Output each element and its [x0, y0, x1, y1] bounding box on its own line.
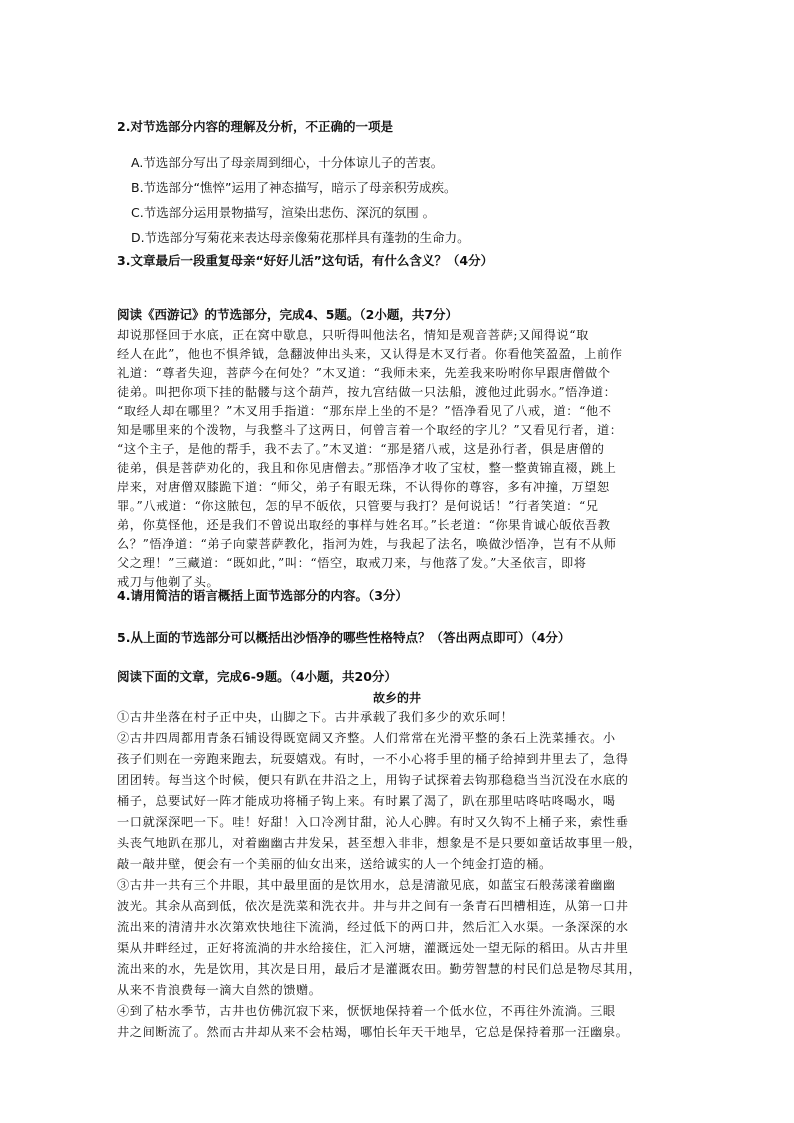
article-line: 从来不肯浪费每一滴大自然的馈赠。: [117, 983, 322, 997]
excerpt-line: 么？”悟净道：“弟子向蒙菩萨教化，指河为姓，与我起了法名，唤做沙悟净，岂有不从师: [117, 537, 617, 551]
excerpt-line: 罪。”八戒道：“你这脓包，怎的早不皈依，只管要与我打？是何说话！”行者笑道：“兄: [117, 499, 599, 513]
xiyouji-heading: 阅读《西游记》的节选部分，完成4、5题。（2小题，共7分）: [117, 307, 459, 322]
question-5: 5.从上面的节选部分可以概括出沙悟净的哪些性格特点？（答出两点即可）（4分）: [117, 630, 571, 645]
excerpt-line: 父之理！”三藏道：“既如此，”叫：“悟空，取戒刀来，与他落了发。”大圣依言，即将: [117, 556, 587, 570]
excerpt-line: “这个主子，是他的帮手，我不去了。”木叉道：“那是猪八戒，这是孙行者，俱是唐僧的: [117, 442, 605, 456]
question-2-option-a: A.节选部分写出了母亲周到细心，十分体谅儿子的苦衷。: [131, 155, 444, 170]
article-title: 故乡的井: [372, 691, 421, 705]
question-4: 4.请用简洁的语言概括上面节选部分的内容。（3分）: [117, 588, 408, 603]
question-3: 3.文章最后一段重复母亲“好好儿活”这句话，有什么含义？（4分）: [117, 253, 494, 268]
article-line: ③古井一共有三个井眼，其中最里面的是饮用水，总是清澈见底，如蓝宝石般荡漾着幽幽: [117, 878, 616, 892]
article-line: 流出来的水，先是饮用，其次是日用，最后才是灌溉农田。勤劳智慧的村民们总是物尽其用，: [117, 962, 642, 976]
question-2-option-c: C.节选部分运用景物描写，渲染出悲伤、深沉的氛围 。: [131, 205, 436, 220]
excerpt-line: 徒弟，俱是菩萨劝化的，我且和你见唐僧去。”那悟净才收了宝杖，整一整黄锦直裰，跳上: [117, 461, 617, 475]
article-line: 团团转。每当这个时候，便只有趴在井沿之上，用钩子试探着去钩那稳稳当当沉没在水底的: [117, 773, 629, 787]
question-2-option-d: D.节选部分写菊花来表达母亲像菊花那样具有蓬勃的生命力。: [131, 230, 470, 245]
excerpt-line: “取经人却在哪里？”木叉用手指道：“那东岸上坐的不是？”悟净看见了八戒，道：“他不: [117, 404, 612, 418]
article-line: 桶子，总要试好一阵才能成功将桶子钩上来。有时累了渴了，趴在那里咕咚咕咚喝水，喝: [117, 794, 616, 808]
article-line: 一口就深深吧一下。哇！好甜！入口冷冽甘甜，沁人心脾。有时又久钩不上桶子来，索性垂: [117, 815, 629, 829]
question-2-stem: 2.对节选部分内容的理解及分析，不正确的一项是: [117, 119, 393, 134]
article-line: 渠从井畔经过，正好将流淌的井水给接住，汇入河塘，灌溉远处一望无际的稻田。从古井里: [117, 941, 629, 955]
article-line: 波光。其余从高到低，依次是洗菜和洗衣井。井与井之间有一条青石凹槽相连，从第一口井: [117, 899, 629, 913]
excerpt-line: 经人在此”，他也不惧斧钺，急翻波伸出头来，又认得是木叉行者。你看他笑盈盈，上前作: [117, 347, 623, 361]
article-line: ②古井四周都用青条石铺设得既宽阔又齐整。人们常常在光滑平整的条石上洗菜捶衣。小: [117, 731, 616, 745]
excerpt-line: 却说那怪回于水底，正在窝中歇息，只听得叫他法名，情知是观音菩萨;又闻得说“取: [117, 328, 589, 342]
article-line: 井之间断流了。然而古井却从来不会枯竭，哪怕长年天干地旱，它总是保持着那一汪幽泉。: [117, 1025, 629, 1039]
question-2-option-b: B.节选部分“憔悴”运用了神态描写，暗示了母亲积劳成疾。: [131, 180, 457, 195]
article-line: 头丧气地趴在那儿，对着幽幽古井发呆，甚至想入非非，想象是不是只要如童话故事里一般，: [117, 836, 642, 850]
excerpt-line: 岸来，对唐僧双膝跪下道：“师父，弟子有眼无珠，不认得你的尊容，多有冲撞，万望恕: [117, 480, 610, 494]
excerpt-line: 弟，你莫怪他，还是我们不曾说出取经的事样与姓名耳。”长老道：“你果肯诚心皈依吾教: [117, 518, 611, 532]
excerpt-line: 戒刀与他剃了头。: [117, 575, 220, 589]
excerpt-line: 徒弟。叫把你项下挂的骷髅与这个葫芦，按九宫结做一只法船，渡他过此弱水。”悟净道：: [117, 385, 617, 399]
article-heading: 阅读下面的文章，完成6-9题。（4小题，共20分）: [117, 669, 397, 684]
excerpt-line: 知是哪里来的个泼物，与我整斗了这两日，何曾言着一个取经的字儿？”又看见行者，道：: [117, 423, 623, 437]
article-line: ①古井坐落在村子正中央，山脚之下。古井承载了我们多少的欢乐呵！: [117, 710, 514, 724]
article-line: ④到了枯水季节，古井也仿佛沉寂下来，恹恹地保持着一个低水位，不再往外流淌。三眼: [117, 1004, 616, 1018]
article-line: 流出来的清清井水次第欢快地往下流淌，经过低下的两口井，然后汇入水渠。一条深深的水: [117, 920, 629, 934]
article-line: 敲一敲井壁，便会有一个美丽的仙女出来，送给诚实的人一个纯金打造的桶。: [117, 857, 552, 871]
excerpt-line: 礼道：“尊者失迎，菩萨今在何处？”木叉道：“我师未来，先差我来吩咐你早跟唐僧做个: [117, 366, 611, 380]
article-line: 孩子们则在一旁跑来跑去，玩耍嬉戏。有时，一不小心将手里的桶子给掉到井里去了，急得: [117, 752, 629, 766]
